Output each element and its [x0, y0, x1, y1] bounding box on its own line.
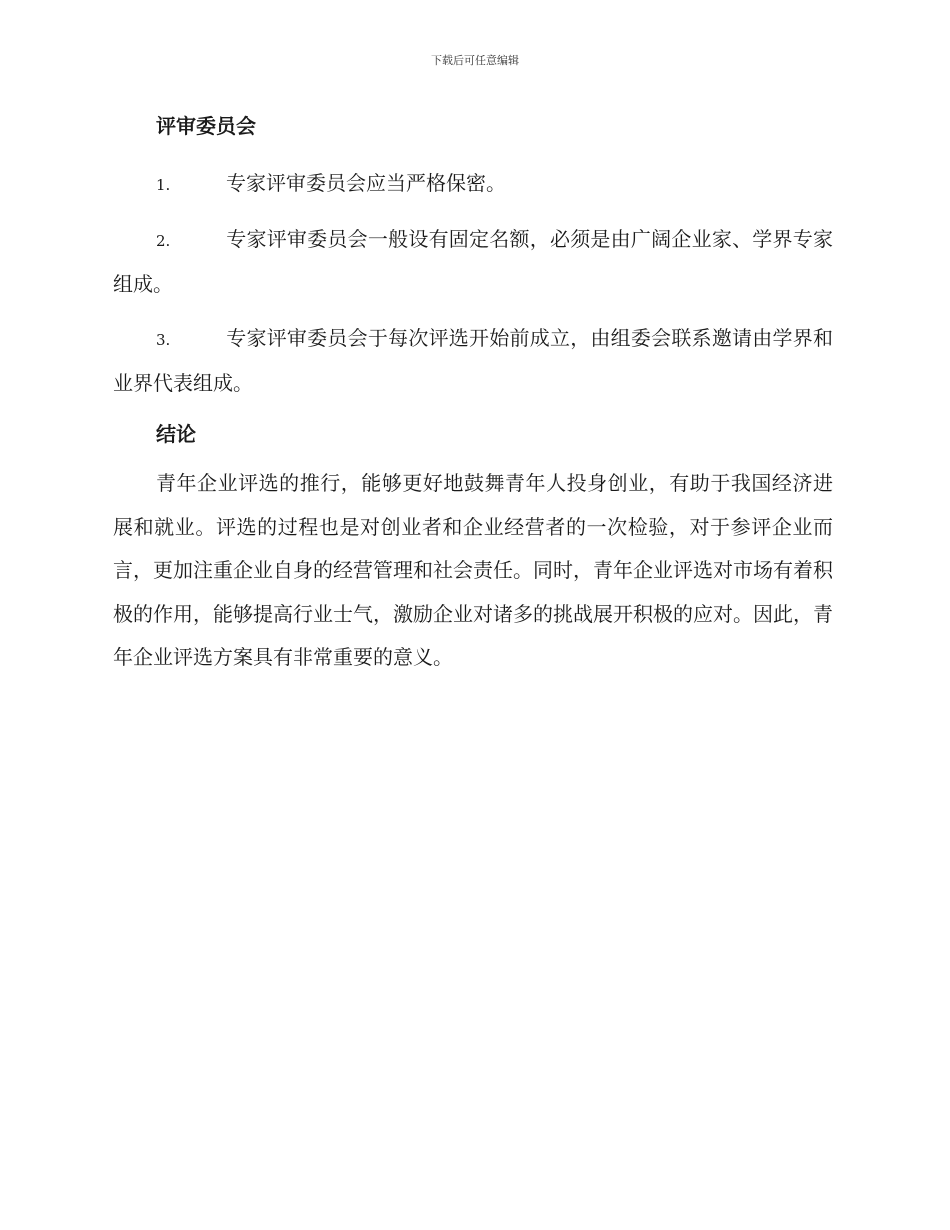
list-number: 1.: [156, 176, 171, 194]
list-number: 3.: [156, 331, 171, 349]
page-header: 下载后可任意编辑: [431, 54, 519, 67]
list-item: [113, 317, 833, 405]
document-body: [113, 108, 833, 680]
list-item: [113, 218, 833, 306]
list-item: [113, 162, 833, 207]
section-title-conclusion: 结论: [156, 422, 196, 446]
list-item-text: 专家评审委员会于每次评选开始前成立，由组委会联系邀请由学界和业界代表组成。: [113, 326, 833, 395]
list-number: 2.: [156, 232, 171, 250]
section-title-committee: 评审委员会: [156, 114, 256, 138]
conclusion-paragraph: 青年企业评选的推行，能够更好地鼓舞青年人投身创业，有助于我国经济进展和就业。评选的过程也是对创业者和企业经营者的一次检验，对于参评企业而言，更加注重企业自身的经营管理和社会责任。同时，青年企业评选对市场有着积极的作用，能够提高行业士气，激励企业对诸多的挑战展开积极的应对。因此，青年企业评选方案具有非常重要的意义。: [113, 471, 833, 669]
list-item-text: 专家评审委员会应当严格保密。: [226, 171, 506, 195]
list-item-text: 专家评审委员会一般设有固定名额，必须是由广阔企业家、学界专家组成。: [113, 227, 833, 296]
